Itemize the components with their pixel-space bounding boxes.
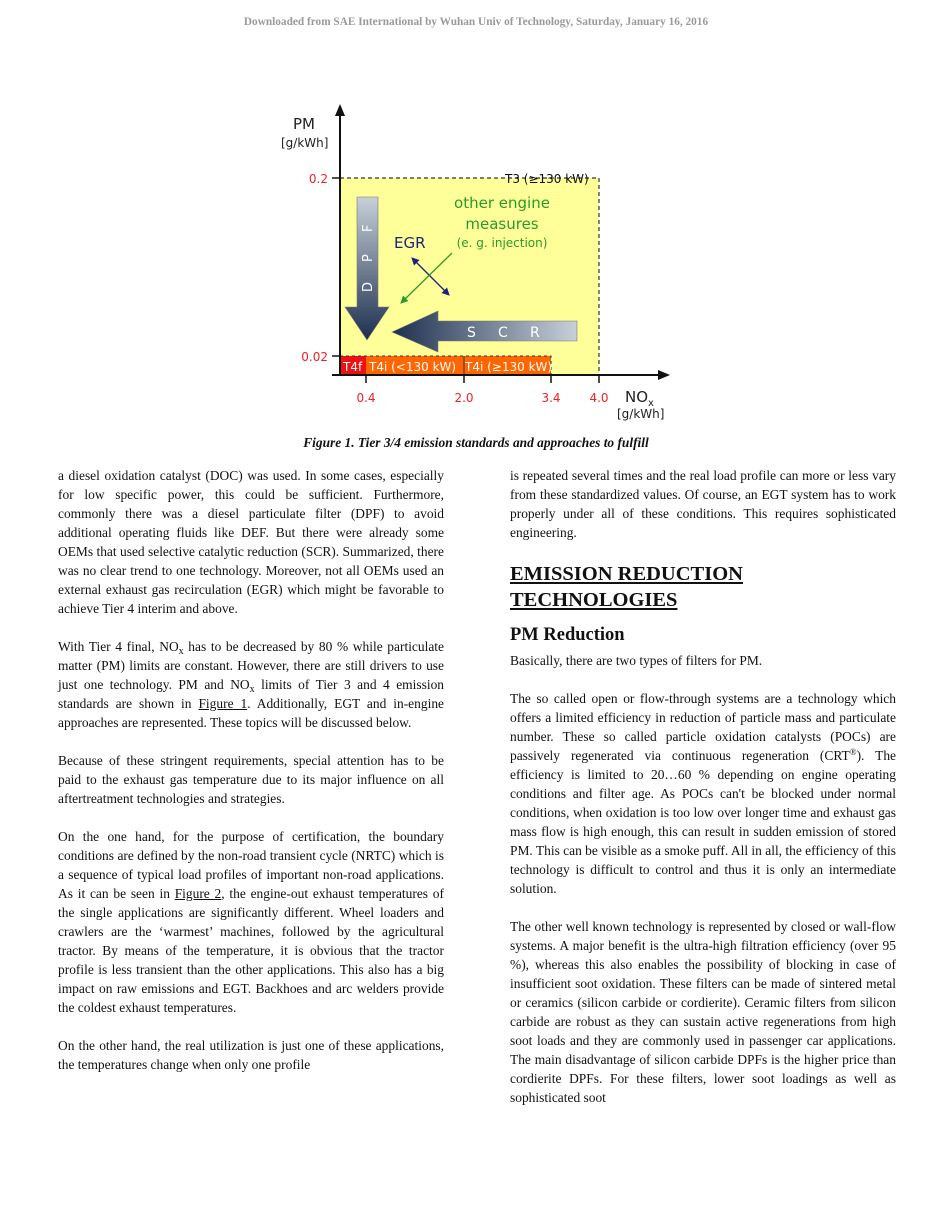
scr-label-s: S: [467, 325, 476, 341]
figure-1-link[interactable]: Figure 1: [198, 696, 248, 711]
paragraph: is repeated several times and the real load profile can more or less vary from these standardized values. Of course, an EGT system has to work properly under all of these conditions. This requires sophisticated engineering.: [510, 468, 896, 540]
y-tick-0.02: 0.02: [301, 350, 328, 364]
paragraph: Because of these stringent requirements, special attention has to be paid to the exhaust gas temperature due to its major influence on all aftertreatment technologies and strategies.: [58, 753, 444, 806]
figure-2-link[interactable]: Figure 2: [174, 886, 222, 901]
figure-caption: Figure 1. Tier 3/4 emission standards and approaches to fulfill: [303, 435, 649, 450]
other-measures-line2: measures: [465, 215, 539, 233]
section-heading: EMISSION REDUCTION TECHNOLOGIES: [510, 563, 743, 611]
paragraph: Basically, there are two types of filters for PM.: [510, 653, 763, 668]
dpf-label-p: P: [361, 254, 376, 262]
t4i-high-label: T4i (≥130 kW): [465, 360, 553, 374]
dpf-label-d: D: [361, 281, 376, 292]
right-column: [510, 466, 896, 1126]
x-unit: [g/kWh]: [617, 407, 665, 421]
other-measures-line1: other engine: [454, 194, 550, 212]
scr-label-c: C: [498, 325, 508, 341]
dpf-label-f: F: [361, 224, 376, 232]
scr-label-r: R: [530, 325, 540, 341]
x-label: $NO_x$: [625, 388, 654, 409]
paragraph: With Tier 4 final, $NO_x$ has to be decreased by 80 % while particulate matter (PM) limits are constant. However, there are still drivers to use just one technology. PM and $NO_x$ limits of Tier 3 and 4 emission standards are shown in Figure 1. Additionally, EGT and in-engine approaches are represented. These topics will be discussed below.: [58, 639, 445, 730]
y-label: PM: [293, 115, 315, 133]
x-tick-2.0: 2.0: [454, 391, 474, 405]
t4i-low-label: T4i (<130 kW): [369, 360, 457, 374]
x-tick-0.4: 0.4: [356, 391, 376, 405]
other-measures-line3: (e. g. injection): [456, 236, 548, 250]
paragraph: a diesel oxidation catalyst (DOC) was used. In some cases, especially for low specific power, this could be sufficient. Furthermore, commonly there was a diesel particulate filter (DPF) to avoid additional operating fluids like DEF. But there were already some OEMs that used selective catalytic reduction (SCR). Summarized, there was no clear trend to one technology. Moreover, not all OEMs used an external exhaust gas recirculation (EGR) which might be favorable to achieve Tier 4 interim and above.: [58, 468, 444, 616]
x-tick-4.0: 4.0: [589, 391, 609, 405]
y-unit: [g/kWh]: [281, 136, 329, 150]
t3-label: T3 (≥130 kW): [505, 172, 589, 186]
paragraph: The other well known technology is represented by closed or wall-flow systems. A major benefit is the ultra-high filtration efficiency (over 95 %), whereas this also enables the possibility of blocking in case of insufficient soot oxidation. These filters can be made of sintered metal or ceramics (silicon carbide or cordierite). Ceramic filters from silicon carbide are robust as they can sustain active regenerations from high soot loads and they are commonly used in passenger car applications. The main disadvantage of silicon carbide DPFs is the higher price than cordierite DPFs. For these filters, lower soot loadings as well as sophisticated soot: [510, 919, 896, 1105]
paragraph: On the other hand, the real utilization is just one of these applications, the temperatures change when only one profile: [58, 1038, 444, 1072]
x-tick-3.4: 3.4: [541, 391, 561, 405]
paragraph: On the one hand, for the purpose of certification, the boundary conditions are defined by the non-road transient cycle (NRTC) which is a sequence of typical load profiles of important non-road applications. As it can be seen in Figure 2, the engine-out exhaust temperatures of the single applications are significantly different. Wheel loaders and crawlers are the ‘warmest’ machines, followed by the agricultural tractor. By means of the temperature, it is obvious that the tractor profile is less transient than the other applications. This also has a big impact on raw emissions and EGT. Backhoes and arc welders provide the coldest exhaust temperatures.: [58, 829, 444, 1015]
subsection-heading: PM Reduction: [510, 625, 625, 645]
t4f-label: T4f: [343, 360, 363, 374]
y-tick-0.2: 0.2: [308, 172, 328, 186]
download-header: Downloaded from SAE International by Wuhan Univ of Technology, Saturday, January 16, 2016: [243, 16, 709, 28]
egr-label: EGR: [394, 234, 426, 252]
figure-emission-standards: [270, 100, 690, 430]
paragraph: The so called open or flow-through systems are a technology which offers a limited efficiency in reduction of particle mass and particulate number. These so called particle oxidation catalysts (POCs) are passively regenerated via continuous regeneration (CRT®). The efficiency is limited to 20…60 % depending on engine operating conditions and filter age. As POCs can't be blocked under normal conditions, when oxidation is too low over longer time and exhaust gas mass flow is high enough, this can result in sudden emission of stored PM. This can be visible as a smoke puff. All in all, the efficiency of this technology is difficult to control and thus it is only an intermediate solution.: [510, 691, 897, 896]
left-column: [58, 466, 444, 1093]
